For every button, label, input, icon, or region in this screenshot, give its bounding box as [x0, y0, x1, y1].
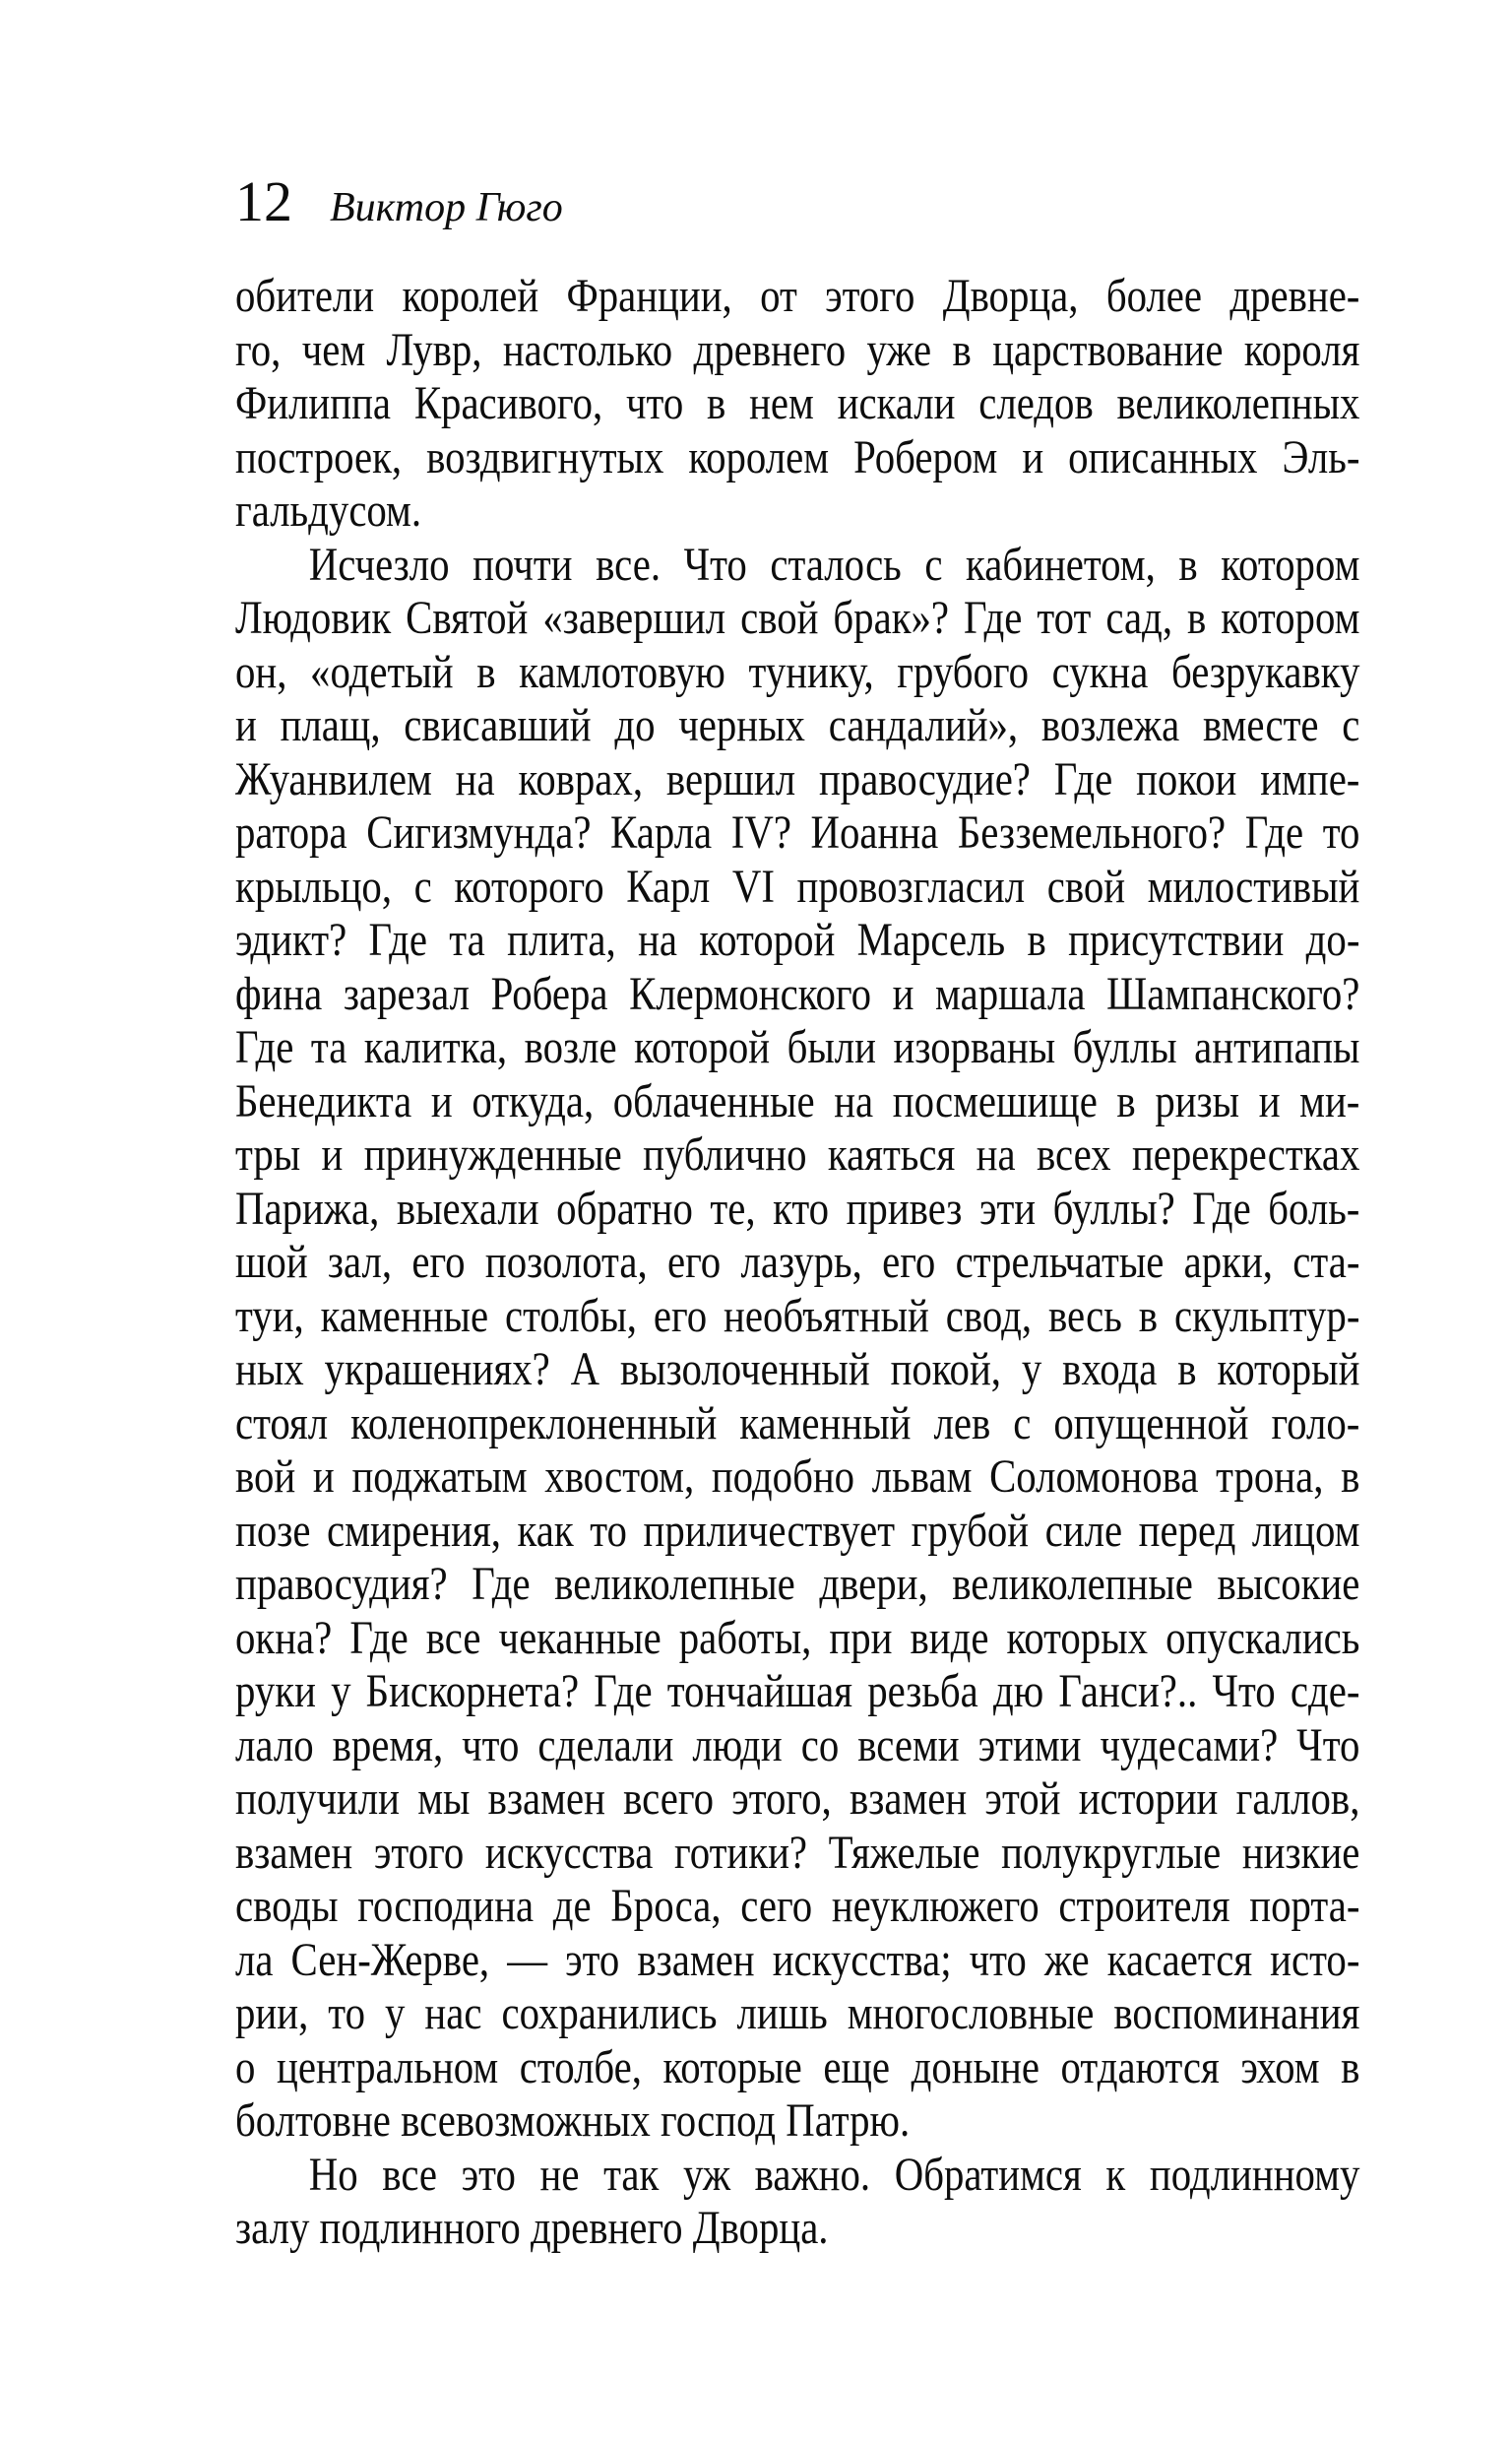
running-title: Виктор Гюго	[330, 185, 563, 230]
text-line: шой зал, его позолота, его лазурь, его стрельчатые арки, ста-	[235, 1236, 1360, 1288]
text-line: он, «одетый в камлотовую тунику, грубого сукна безрукавку	[235, 645, 1360, 698]
text-line: крыльцо, с которого Карл VI провозгласил свой милостивый	[235, 860, 1360, 913]
page-header	[235, 169, 563, 233]
text-line: обители королей Франции, от этого Дворца, более древне-	[235, 270, 1360, 322]
text-line: стоял коленопреклоненный каменный лев с опущенной голо-	[235, 1396, 1360, 1449]
text-line: Жуанвилем на коврах, вершил правосудие? Где покои импе-	[235, 752, 1360, 805]
text-line: туи, каменные столбы, его необъятный свод, весь в скульптур-	[235, 1289, 1360, 1342]
text-line: правосудия? Где великолепные двери, великолепные высокие	[235, 1558, 1360, 1610]
text-line: ных украшениях? А вызолоченный покой, у входа в который	[235, 1343, 1360, 1395]
text-line: окна? Где все чеканные работы, при виде которых опускались	[235, 1611, 1360, 1664]
paragraph	[235, 270, 1359, 539]
text-line: фина зарезал Робера Клермонского и маршала Шампанского?	[235, 967, 1360, 1020]
text-line: построек, воздвигнутых королем Робером и описанных Эль-	[235, 430, 1360, 483]
paragraph	[235, 2149, 1359, 2256]
text-line: лало время, что сделали люди со всеми этими чудесами? Что	[235, 1718, 1360, 1771]
text-line: болтовне всевозможных господ Патрю.	[235, 2094, 911, 2147]
text-line: и плащ, свисавший до черных сандалий», возлежа вместе с	[235, 699, 1360, 751]
text-line: Филиппа Красивого, что в нем искали следов великолепных	[235, 377, 1360, 429]
text-line: Но все это не так уж важно. Обратимся к подлинному	[308, 2148, 1360, 2201]
page-number: 12	[235, 169, 292, 233]
text-line: Людовик Святой «завершил свой брак»? Где тот сад, в котором	[235, 592, 1360, 644]
text-line: ратора Сигизмунда? Карла IV? Иоанна Безземельного? Где то	[235, 806, 1360, 859]
text-line: гальдусом.	[235, 484, 422, 537]
text-line: рии, то у нас сохранились лишь многословные воспоминания	[235, 1987, 1360, 2039]
text-line: Парижа, выехали обратно те, кто привез эти буллы? Где боль-	[235, 1182, 1360, 1235]
text-line: эдикт? Где та плита, на которой Марсель в присутствии до-	[235, 914, 1360, 966]
paragraph	[235, 539, 1359, 2149]
text-line: тры и принужденные публично каяться на всех перекрестках	[235, 1128, 1360, 1181]
text-line: Бенедикта и откуда, облаченные на посмешище в ризы и ми-	[235, 1074, 1360, 1127]
text-line: получили мы взамен всего этого, взамен этой истории галлов,	[235, 1772, 1360, 1825]
text-line: ла Сен-Жерве, — это взамен искусства; что же касается исто-	[235, 1933, 1360, 1986]
text-line: руки у Бискорнета? Где тончайшая резьба дю Ганси?.. Что сде-	[235, 1665, 1360, 1717]
text-line: взамен этого искусства готики? Тяжелые полукруглые низкие	[235, 1826, 1360, 1879]
text-line: своды господина де Броса, сего неуклюжего строителя порта-	[235, 1880, 1360, 1932]
text-line: о центральном столбе, которые еще доныне отдаются эхом в	[235, 2040, 1360, 2093]
text-line: го, чем Лувр, настолько древнего уже в царствование короля	[235, 323, 1360, 376]
text-line: вой и поджатым хвостом, подобно львам Соломонова трона, в	[235, 1450, 1360, 1503]
text-line: Где та калитка, возле которой были изорваны буллы антипапы	[235, 1021, 1360, 1073]
text-line: Исчезло почти все. Что сталось с кабинетом, в котором	[308, 538, 1360, 591]
text-block	[235, 270, 1359, 2256]
text-line: залу подлинного древнего Дворца.	[235, 2202, 829, 2254]
text-line: позе смирения, как то приличествует грубой силе перед лицом	[235, 1504, 1360, 1557]
